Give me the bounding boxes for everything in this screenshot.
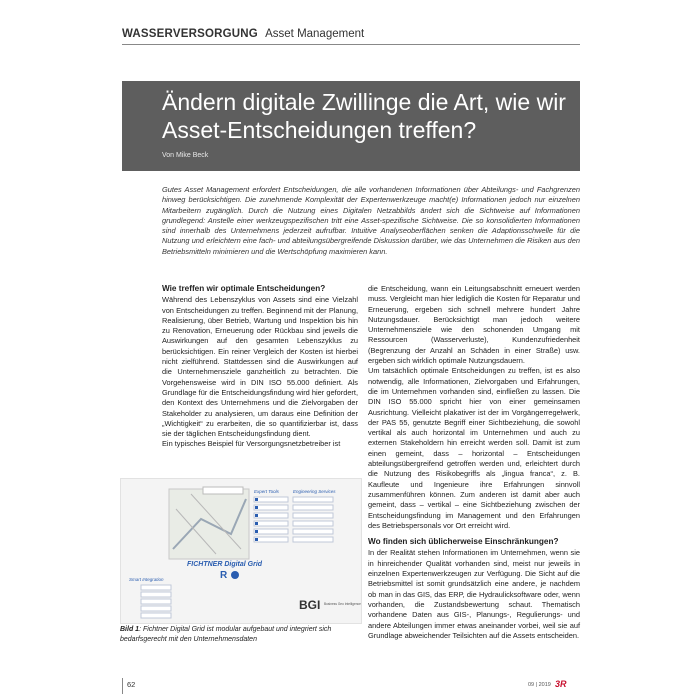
bgi-logo: BGI (299, 598, 321, 612)
bgi-subtitle: Business Geo Intelligence (324, 602, 361, 606)
paragraph: die Entscheidung, wann ein Leitungsabschnitt erneuert werden muss. Vergleicht man hier lediglich die Kosten für Reparatur und Erneuerung, ergeben sich schnell mehrere hundert Jahre Nutzungsdauer. Berücksichtigt man jedoch weitere Unternehmensziele wie den schonenden Umgang mit Ressourcen (Wasserverluste), Kundenzufriedenheit (Begrenzung der Anzahl an Schäden in einer Straße) usw. ergeben sich wirklich optimale Nutzungsdauern. (368, 284, 580, 366)
r-logo: R (220, 570, 228, 581)
expert-tools-label: Expert Tools (254, 489, 279, 494)
paragraph: Ein typisches Beispiel für Versorgungsnetzbetreiber ist (162, 439, 341, 449)
issue-label: 09 | 2019 (528, 682, 551, 688)
expert-tools-list (254, 497, 288, 542)
figure-caption-label: Bild 1 (120, 626, 140, 633)
paragraph: Während des Lebenszyklus von Assets sind eine Vielzahl von Entscheidungen zu treffen. Beginnend mit der Planung, Realisierung, über Betrieb, Wartung und Inspektion bis hin zu Renovation, Erneuerung oder Rückbau sind jeweils die Auswirkungen auf den gesamten Lebenszyklus zu berücksichtigen. Ein reiner Vergleich der Kosten ist hierbei nicht zielführend. Stattdessen sind die Auswirkungen auf die Unternehmensziele ganzheitlich zu betrachten. Die Vorgehensweise wird in DIN ISO 55.000 definiert. Als Grundlage für die Entscheidungsfindung wird hier gefordert, den Kontext des Unternehmens und die Zielvorgaben der Stakeholder zu analysieren, um daraus eine Definition der „Wichtigkeit“ zu erarbeiten, die so quantifizierbar ist, dass sie der täglichen Entscheidungsfindung dient. (162, 295, 358, 439)
product-name: FICHTNER Digital Grid (187, 561, 263, 568)
section-heading-2: Wo finden sich üblicherweise Einschränkungen? (368, 537, 559, 547)
paragraph: Um tatsächlich optimale Entscheidungen zu treffen, ist es also notwendig, alle Informationen, Zielvorgaben und Erfahrungen, die im Unternehmen vorhanden sind, einfließen zu lassen. Die DIN ISO 55.000 spricht hier von einer gemeinsamen Ausrichtung. Vielleicht plakativer ist der im Vorgängerregelwerk, der PAS 55, genutzte Begriff einer Sichtbeziehung, die sowohl vertikal als auch horizontal im Unternehmen und auch zu externen Stakeholdern hin erreicht werden soll. Damit ist zum einen gemeint, dass – horizontal – Entscheidungen abteilungsübergreifend getroffen werden und, erleichtert durch die Nutzung des Risikobegriffs als „lingua franca“, z. B. Kaufleute und Ingenieure ihre Erfahrungen sinnvoll zusammenführen können. Zum anderen ist damit aber auch gemeint, dass – vertikal – eine Sichtbeziehung zwischen der Entscheidungsfindung im Management und den Erfahrungen des Betriebspersonals vor Ort erreicht wird. (368, 366, 580, 530)
figure-digital-grid (120, 478, 362, 624)
smart-integration-list (141, 585, 171, 618)
text-column-right (368, 284, 580, 641)
section-heading-1: Wie treffen wir optimale Entscheidungen? (162, 284, 326, 293)
footer-divider (122, 678, 123, 694)
section-header (122, 28, 364, 40)
sphere-icon (231, 571, 239, 579)
article-author: Von Mike Beck (162, 152, 209, 159)
page-number: 62 (127, 680, 136, 689)
article-title: Ändern digitale Zwillinge die Art, wie wir Asset-Entscheidungen treffen? (162, 89, 566, 143)
engineering-services-label: Engineering Services (293, 489, 336, 494)
figure-caption-text: : Fichtner Digital Grid ist modular aufgebaut und integriert sich bedarfsgerecht mit den Unternehmensdaten (120, 626, 332, 643)
article-lead: Gutes Asset Management erfordert Entscheidungen, die alle vorhandenen Informationen über Abteilungs- und Fachgrenzen hinweg berücksichtigen. Die zunehmende Komplexität der Expertenwerkzeuge macht(e) Informationen jedoch nur einzelnen Mitarbeitern zugänglich. Durch die Nutzung eines Digitalen Netzabbilds ändert sich die Sichtweise auf Informationen grundlegend: Anstelle einer werkzeugspezifischen tritt eine Asset-spezifische Sichtweise. Die so konsolidierten Informationen sind innerhalb des Unternehmens jederzeit aufrufbar. Intuitive Analyseoberflächen senken die Adaptionsschwelle für die Nutzung und erleichtern eine fach- und abteilungsübergreifende Diskussion darüber, wie das Unternehmen die Risiken aus den Betriebsmitteln minimieren und die Wertschöpfung maximieren kann. (162, 185, 580, 256)
header-divider (122, 44, 580, 45)
brand-logo: 3R (555, 679, 567, 689)
figure-graphic (121, 479, 361, 623)
text-column-left (162, 284, 358, 450)
engineering-services-list (293, 497, 333, 542)
smart-integration-label: Smart Integration (129, 577, 164, 582)
figure-caption (120, 625, 360, 644)
map-header-box (203, 487, 243, 494)
section-topic: Asset Management (265, 28, 365, 40)
section-name: WASSERVERSORGUNG (122, 28, 258, 40)
paragraph: In der Realität stehen Informationen im Unternehmen, wenn sie in hinreichender Qualität vorhanden sind, meist nur jeweils in einzelnen Expertenwerkzeugen zur Verfügung. Die Sicht auf die Betriebsmittel ist somit grundsätzlich eine andere, je nachdem ob man in das GIS, das ERP, die Hydraulicksoftware oder, wenn vorhanden, die Zustandsbewertung schaut. Thematisch vorhandene Daten aus GIS-, Planungs-, Regulierungs- und andere Abteilungen immer etwas aneinander vorbei, weil sie auf Grundlage abweichender Teilsichten auf die Assets entscheiden. (368, 548, 580, 640)
